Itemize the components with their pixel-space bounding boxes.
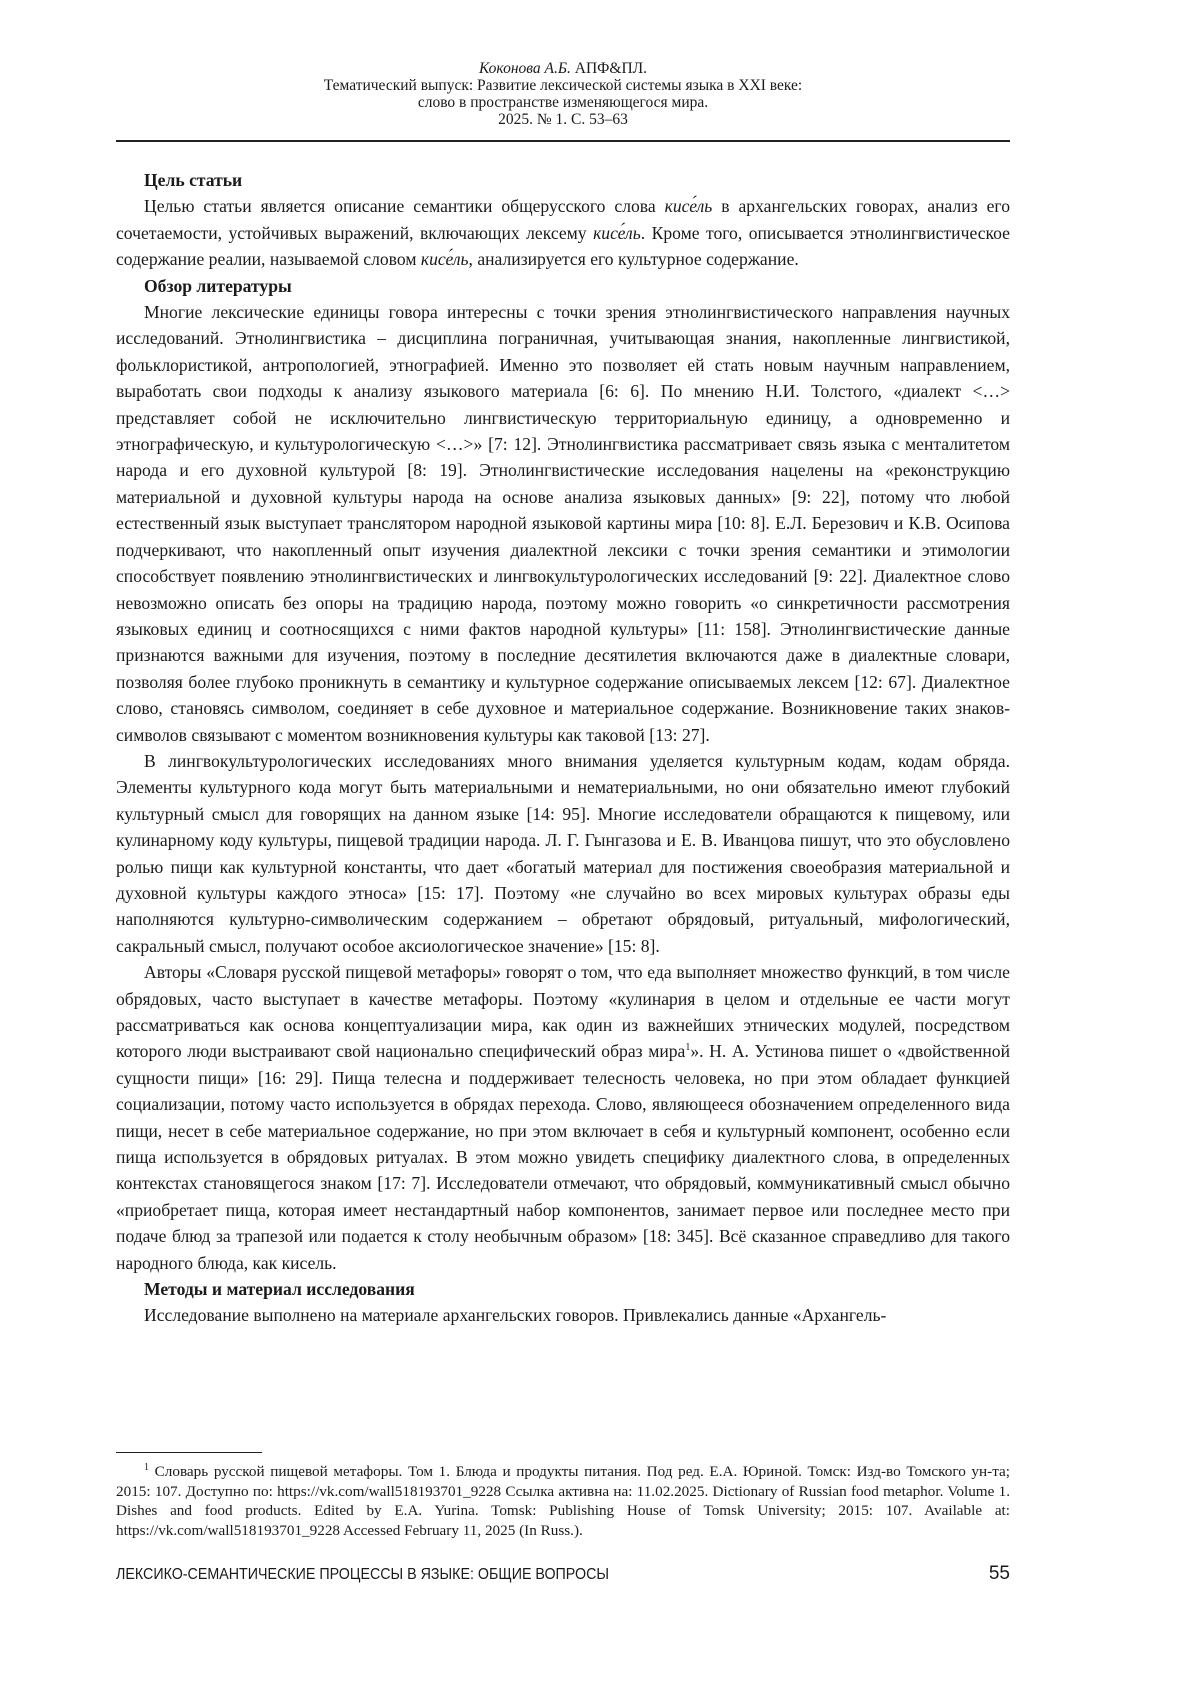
review-paragraph-3 bbox=[116, 959, 1010, 1276]
goal-text-part: Целью статьи является описание семантики общерусского слова bbox=[144, 196, 665, 217]
section-heading-methods: Методы и материал исследования bbox=[144, 1279, 415, 1300]
review-paragraph-2: В лингвокультурологических исследованиях много внимания уделяется культурным кодам, кодам обряда. Элементы культурного кода могут быть материальными и нематериальными, но они обязательно имеют глубокий культурный смысл для говорящих на данном языке [14: 95]. Многие исследователи обращаются к пищевому, или кулинарному коду культуры, пищевой традиции народа. Л. Г. Гынгазова и Е. В. Иванцова пишут, что это обусловлено ролью пищи как культурной константы, что дает «богатый материал для постижения своеобразия материальной и духовной культуры каждого этноса» [15: 17]. Поэтому «не случайно во всех мировых культурах образы еды наполняются культурно-символическим содержанием – обретают обрядовый, ритуальный, мифологический, сакральный смысл, получают особое аксиологическое значение» [15: 8]. bbox=[116, 750, 1010, 956]
header-line-4: 2025. № 1. С. 53–63 bbox=[498, 111, 628, 128]
footer-section-title: ЛЕКСИКО-СЕМАНТИЧЕСКИЕ ПРОЦЕССЫ В ЯЗЫКЕ: ОБЩИЕ ВОПРОСЫ bbox=[116, 1566, 610, 1583]
header-rule bbox=[116, 140, 1010, 142]
methods-paragraph-1: Исследование выполнено на материале архангельских говоров. Привлекались данные «Архангель- bbox=[144, 1305, 887, 1326]
review-p3-text: ». Н. А. Устинова пишет о «двойственной сущности пищи» [16: 29]. Пища телесна и поддерживает телесность человека, но при этом обладает функцией социализации, потому часто используется в обрядах перехода. Слово, являющееся обозначением определенного вида пищи, несет в себе материальное содержание, но при этом включает в себя и культурный компонент, особенно если пища используется в обрядовых ритуалах. В этом можно увидеть специфику диалектного слова, в определенных контекстах становящегося знаком [17: 7]. Исследователи отмечают, что обрядовый, коммуникативный смысл обычно «приобретает пища, которая имеет нестандартный набор компонентов, занимает первое или последнее место при подаче блюд за трапезой или подается к столу необычным образом» [18: 345]. Всё сказанное справедливо для такого народного блюда, как кисель. bbox=[116, 1041, 1010, 1273]
review-p3-text: Авторы «Словаря русской пищевой метафоры» говорят о том, что еда выполняет множество функций, в том числе обрядовых, часто выступает в качестве метафоры. Поэтому «кулинария в целом и отдельные ее части могут рассматриваться как основа концептуализации мира, как один из важнейших этнических модулей, посредством которого люди выстраивают свой национально специфический образ мира bbox=[116, 962, 1010, 1062]
page-number: 55 bbox=[988, 1563, 1010, 1584]
term-kisel: кисе́ль bbox=[420, 249, 469, 270]
footnote-rule bbox=[116, 1452, 262, 1453]
footnote-text: Словарь русской пищевой метафоры. Том 1. Блюда и продукты питания. Под ред. Е.А. Юриной. Томск: Изд-во Томского ун-та; 2015: 107. Доступно по: https://vk.com/wall518193701_9228 Ссылка активна на: 11.02.2025. Dictionary of Russian food metaphor. Volume 1. Dishes and food products. Edited by E.A. Yurina. Tomsk: Publishing House of Tomsk University; 2015: 107. Available at: https://vk.com/wall518193701_9228 Accessed February 11, 2025 (In Russ.). bbox=[116, 1463, 1010, 1539]
header-line-1 bbox=[116, 60, 1010, 77]
goal-text-part: . Кроме того, описывается этнолингвистическое содержание реалии, называемой словом bbox=[116, 222, 1010, 270]
review-paragraph-1: Многие лексические единицы говора интересны с точки зрения этнолингвистического направления научных исследований. Этнолингвистика – дисциплина пограничная, учитывающая знания, накопленные лингвистикой, фольклористикой, антропологией, этнографией. Именно это позволяет ей стать новым научным направлением, выработать свои подходы к анализу языкового материала [6: 6]. По мнению Н.И. Толстого, «диалект <…> представляет собой не исключительно лингвистическую территориальную единицу, а одновременно и этнографическую, и культурологическую <…>» [7: 12]. Этнолингвистика рассматривает связь языка с менталитетом народа и его духовной культурой [8: 19]. Этнолингвистические исследования нацелены на «реконструкцию материальной и духовной культуры народа на основе анализа языковых данных» [9: 22], потому что любой естественный язык выступает транслятором народной языковой картины мира [10: 8]. Е.Л. Березович и К.В. Осипова подчеркивают, что накопленный опыт изучения диалектной лексики с точки зрения семантики и этимологии способствует появлению этнолингвистических и лингвокультурологических исследований [9: 22]. Диалектное слово невозможно описать без опоры на традицию народа, поэтому можно говорить «о синкретичности рассмотрения языковых единиц и соотносящихся с ними фактов народной культуры» [11: 158]. Этнолингвистические данные признаются важными для изучения, поэтому в последние десятилетия включаются даже в диалектные словари, позволяя более глубоко проникнуть в семантику и культурное содержание описываемых лексем [12: 67]. Диалектное слово, становясь символом, соединяет в себе духовное и материальное содержание. Возникновение таких знаков-символов связывают с моментом возникновения культуры как таковой [13: 27]. bbox=[116, 302, 1010, 745]
goal-paragraph bbox=[116, 193, 1010, 272]
header-line-3: слово в пространстве изменяющегося мира. bbox=[417, 94, 709, 111]
section-heading-goal: Цель статьи bbox=[144, 170, 243, 190]
header-journal: АПФ&ПЛ. bbox=[570, 60, 648, 77]
goal-text-part: , анализируется его культурное содержание. bbox=[468, 249, 799, 270]
goal-text-part: в архангельских говорах, анализ его сочетаемости, устойчивых выражений, включающих лексему bbox=[116, 196, 1011, 243]
running-header bbox=[116, 60, 1010, 128]
footnote-reference[interactable]: 1 bbox=[685, 1042, 691, 1054]
term-kisel: кисе́ль bbox=[664, 196, 713, 217]
header-line-2: Тематический выпуск: Развитие лексической системы языка в XXI веке: bbox=[323, 77, 803, 94]
header-author: Коконова А.Б. bbox=[478, 60, 571, 77]
term-kisel: кисе́ль bbox=[593, 222, 641, 243]
article-body bbox=[116, 167, 1010, 1329]
footnote bbox=[116, 1462, 1010, 1540]
section-heading-review: Обзор литературы bbox=[144, 275, 292, 296]
footnote-mark: 1 bbox=[144, 1461, 149, 1473]
